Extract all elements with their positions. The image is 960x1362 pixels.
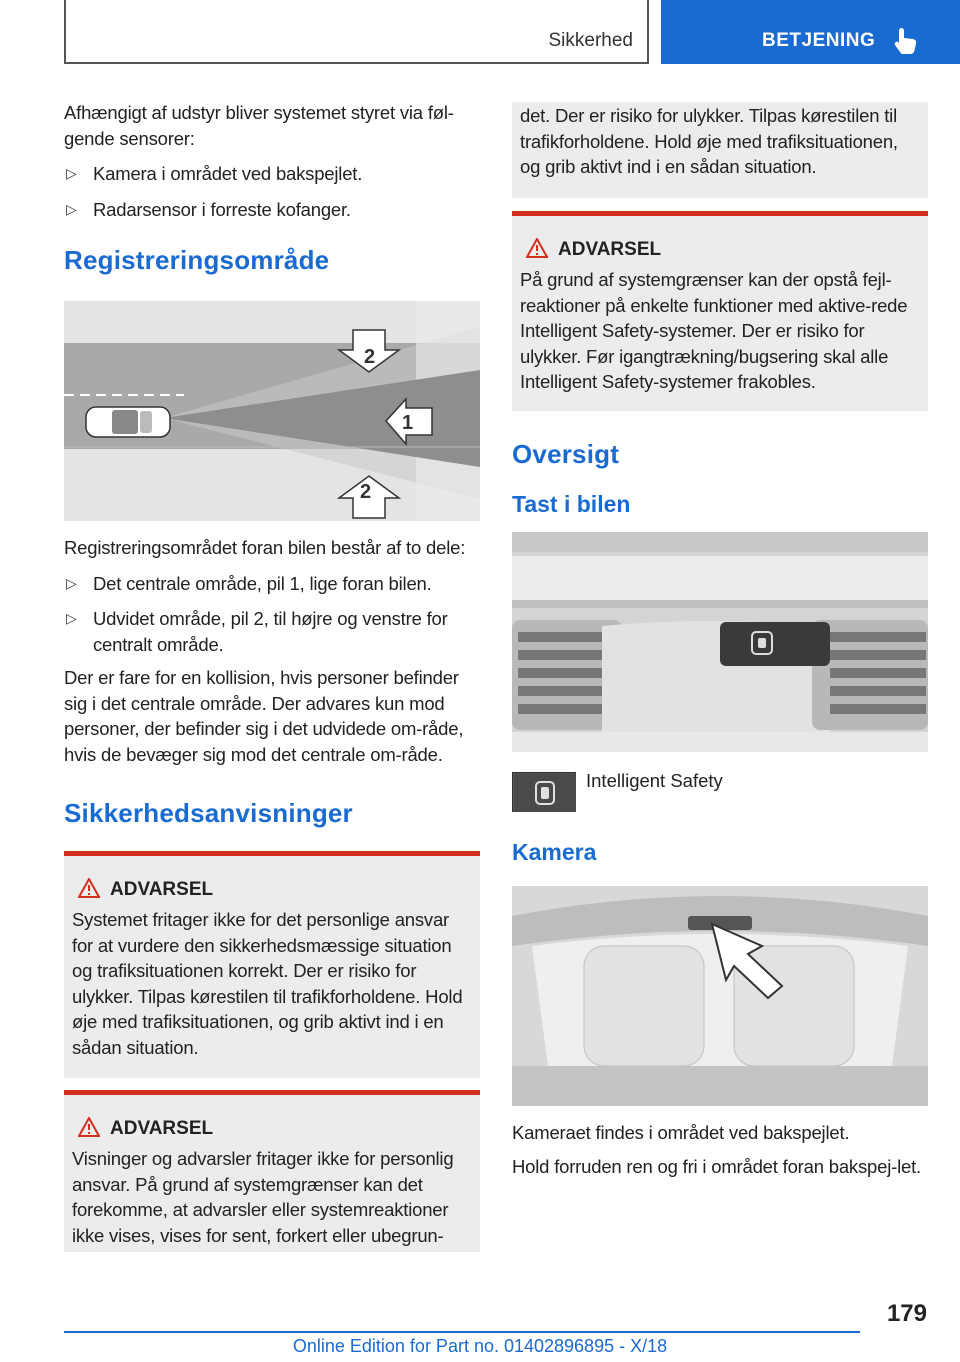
warning-triangle-icon: [526, 238, 548, 258]
list-item: ▷ Kamera i området ved bakspejlet.: [64, 161, 480, 187]
svg-text:1: 1: [402, 412, 414, 434]
intelligent-safety-button-icon: [512, 772, 576, 812]
button-legend: [512, 772, 928, 814]
left-column: [64, 100, 480, 1252]
hand-pointer-icon: [893, 27, 919, 55]
warning-bar: [512, 211, 928, 216]
intelligent-safety-button: [720, 622, 830, 666]
heading-safety: Sikkerhedsanvisninger: [64, 798, 353, 828]
button-label: Intelligent Safety: [586, 770, 723, 791]
svg-text:2: 2: [360, 481, 372, 503]
triangle-bullet-icon: ▷: [66, 165, 77, 181]
heading-camera: Kamera: [512, 839, 597, 865]
warning-triangle-icon: [78, 1117, 100, 1137]
footer-rule: [64, 1331, 860, 1333]
warning-box-2-continued: [512, 102, 928, 198]
warning-text: På grund af systemgrænser kan der opstå fejl-reaktioner på enkelte funktioner med aktive-rede Intelligent Safety-systemer. Der er risiko for ulykker. Før igangtrækning/bugsering skal alle Intelligent Safety-systemer frakobles.: [520, 269, 908, 392]
camera-location-photo: [512, 886, 928, 1106]
heading-overview: Oversigt: [512, 439, 620, 469]
heading-button-in-car: Tast i bilen: [512, 491, 631, 517]
triangle-bullet-icon: ▷: [66, 574, 77, 591]
list-item: ▷ Det centrale område, pil 1, lige foran bilen.: [64, 571, 480, 597]
intro-text: Afhængigt af udstyr bliver systemet styret via føl-gende sensorer:: [64, 102, 454, 149]
warning-title: ADVARSEL: [512, 238, 928, 262]
warning-title: ADVARSEL: [64, 1117, 480, 1141]
right-column: [512, 102, 928, 1179]
warning-text: Visninger og advarsler fritager ikke for personlig ansvar. På grund af systemgrænser kan det forekomme, at advarsler eller systemreaktioner ikke vises, vises for sent, forkert eller ubegrun-: [72, 1148, 454, 1246]
warning-text: Systemet fritager ikke for det personlige ansvar for at vurdere den sikkerhedsmæssige situation og trafiksituationen korrekt. Der er risiko for ulykker. Tilpas kørestilen til trafikforholdene. Hold øje med trafiksituationen, og grib aktivt ind i en sådan situation.: [72, 909, 463, 1058]
triangle-bullet-icon: ▷: [66, 610, 77, 626]
warning-title: ADVARSEL: [64, 878, 480, 902]
registration-list: [64, 571, 480, 658]
registration-text: Registreringsområdet foran bilen består af to dele:: [64, 537, 466, 558]
heading-registration: Registreringsområde: [64, 245, 330, 275]
camera-text-1: Kameraet findes i området ved bakspejlet.: [512, 1122, 850, 1143]
warning-box-3: [512, 211, 928, 411]
list-item: ▷ Udvidet område, pil 2, til højre og venstre for centralt område.: [66, 608, 448, 655]
page-number: 179: [886, 1300, 927, 1327]
warning-triangle-icon: [78, 878, 100, 898]
header-chapter-label: BETJENING: [762, 30, 876, 51]
car-top-view-icon: [86, 407, 170, 437]
dashboard-button-photo: [512, 532, 928, 752]
list-item: ▷ Radarsensor i forreste kofanger.: [64, 197, 480, 223]
collision-text: Der er fare for en kollision, hvis personer befinder sig i det centrale område. Der advares kun mod personer, der befinder sig i det udvidede om-råde, hvis de bevæger sig mod det centrale om-råde.: [64, 667, 464, 765]
svg-text:2: 2: [364, 346, 376, 368]
header-section-label: Sikkerhed: [548, 30, 633, 51]
sensor-list: [64, 161, 480, 222]
warning-bar: [64, 851, 480, 856]
triangle-bullet-icon: ▷: [66, 200, 77, 217]
camera-text-2: Hold forruden ren og fri i området foran bakspej-let.: [512, 1155, 921, 1177]
warning-text: det. Der er risiko for ulykker. Tilpas kørestilen til trafikforholdene. Hold øje med trafiksituationen, og grib aktivt ind i en sådan situation.: [520, 105, 898, 177]
warning-box-1: [64, 851, 480, 1078]
detection-area-diagram: [64, 301, 480, 521]
warning-bar: [64, 1090, 480, 1095]
warning-box-2: [64, 1090, 480, 1252]
footer-edition: Online Edition for Part no. 01402896895 - X/18: [292, 1336, 668, 1356]
header-section-tab: [64, 0, 649, 64]
